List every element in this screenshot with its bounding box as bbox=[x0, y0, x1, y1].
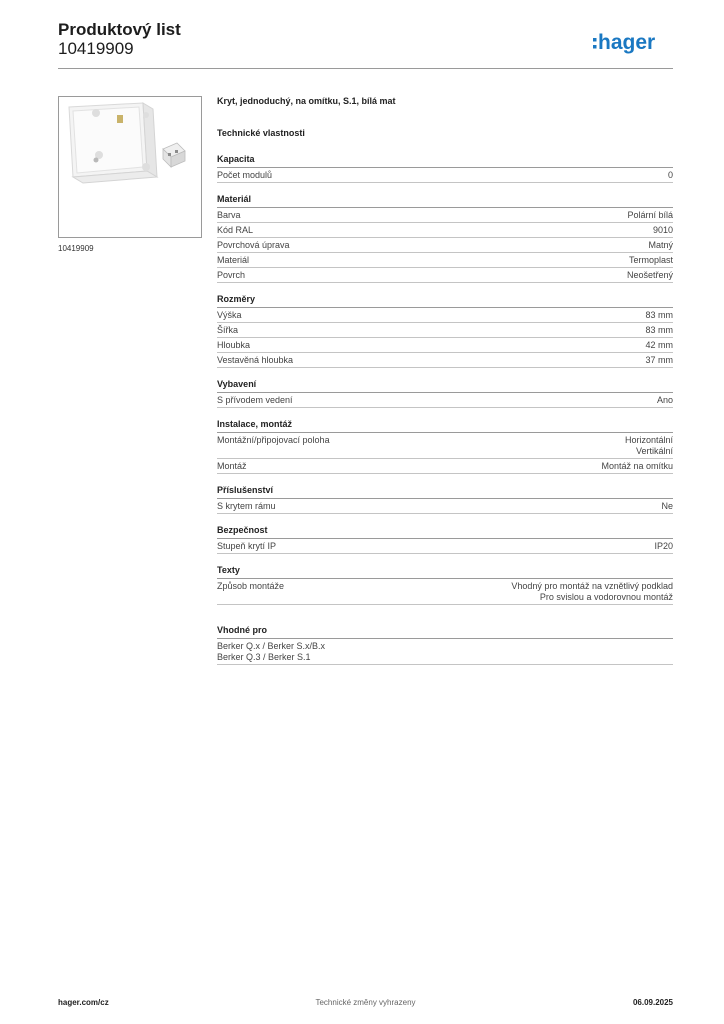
property-value-line: 9010 bbox=[652, 225, 673, 235]
property-value-line: Polární bílá bbox=[627, 210, 673, 220]
property-value-line: Montáž na omítku bbox=[601, 461, 673, 471]
property-row bbox=[217, 268, 673, 283]
property-value bbox=[625, 435, 673, 457]
property-value bbox=[645, 340, 673, 351]
property-value bbox=[645, 310, 673, 321]
property-value-line: Ano bbox=[656, 395, 673, 405]
property-section bbox=[217, 194, 673, 283]
property-value-line: 83 mm bbox=[645, 325, 673, 335]
property-value-line: Neošetřený bbox=[626, 270, 673, 280]
property-value bbox=[511, 581, 673, 603]
property-value-line: 42 mm bbox=[645, 340, 673, 350]
property-value-line: Pro svislou a vodorovnou montáž bbox=[539, 592, 673, 602]
section-title: Materiál bbox=[217, 194, 673, 208]
property-label: Výška bbox=[217, 310, 242, 320]
property-value-line: Ne bbox=[661, 501, 673, 511]
property-row bbox=[217, 208, 673, 223]
property-label: Stupeň krytí IP bbox=[217, 541, 277, 551]
technical-properties-heading: Technické vlastnosti bbox=[217, 128, 305, 138]
property-value bbox=[601, 461, 673, 472]
property-value bbox=[657, 395, 673, 406]
section-title: Bezpečnost bbox=[217, 525, 673, 539]
property-row bbox=[217, 338, 673, 353]
property-label: Vestavěná hloubka bbox=[217, 355, 294, 365]
property-label: S přívodem vedení bbox=[217, 395, 293, 405]
section-title: Vhodné pro bbox=[217, 625, 673, 639]
header-divider bbox=[58, 68, 673, 69]
property-value-line: 83 mm bbox=[645, 310, 673, 320]
footer-website[interactable]: hager.com/cz bbox=[58, 998, 109, 1007]
brand-name: hager bbox=[598, 31, 656, 54]
property-value bbox=[648, 240, 673, 251]
property-label: Povrch bbox=[217, 270, 246, 280]
property-label: Způsob montáže bbox=[217, 581, 285, 591]
section-title: Rozměry bbox=[217, 294, 673, 308]
property-section bbox=[217, 485, 673, 514]
property-value-line: Matný bbox=[648, 240, 673, 250]
product-code: 10419909 bbox=[58, 39, 134, 58]
section-title: Vybavení bbox=[217, 379, 673, 393]
product-details bbox=[217, 96, 673, 676]
property-section bbox=[217, 565, 673, 605]
suitable-item: Berker Q.3 / Berker S.1 bbox=[217, 652, 311, 662]
property-row bbox=[217, 168, 673, 183]
property-section bbox=[217, 419, 673, 474]
property-value bbox=[645, 355, 673, 366]
property-value-line: IP20 bbox=[654, 541, 673, 551]
suitable-for-section bbox=[217, 625, 673, 665]
suitable-item: Berker Q.x / Berker S.x/B.x bbox=[217, 641, 326, 651]
property-label: Hloubka bbox=[217, 340, 251, 350]
property-row bbox=[217, 323, 673, 338]
property-value bbox=[627, 210, 673, 221]
property-row bbox=[217, 253, 673, 268]
image-caption: 10419909 bbox=[58, 244, 94, 253]
footer-date: 06.09.2025 bbox=[632, 998, 673, 1007]
suitable-for-list bbox=[217, 639, 673, 665]
section-title: Instalace, montáž bbox=[217, 419, 673, 433]
property-value bbox=[627, 270, 673, 281]
product-box-illustration bbox=[59, 97, 201, 237]
section-title: Texty bbox=[217, 565, 673, 579]
property-label: S krytem rámu bbox=[217, 501, 276, 511]
hager-logo bbox=[593, 26, 675, 56]
property-label: Materiál bbox=[217, 255, 250, 265]
property-value bbox=[654, 541, 673, 552]
property-label: Povrchová úprava bbox=[217, 240, 290, 250]
property-row bbox=[217, 223, 673, 238]
property-section bbox=[217, 525, 673, 554]
property-label: Počet modulů bbox=[217, 170, 273, 180]
property-value-line: 37 mm bbox=[645, 355, 673, 365]
property-row bbox=[217, 539, 673, 554]
product-image bbox=[58, 96, 202, 238]
section-title: Příslušenství bbox=[217, 485, 673, 499]
property-label: Kód RAL bbox=[217, 225, 254, 235]
property-row bbox=[217, 353, 673, 368]
properties-sections bbox=[217, 154, 673, 605]
footer-note: Technické změny vyhrazeny bbox=[315, 998, 416, 1007]
property-row bbox=[217, 393, 673, 408]
property-value-line: Vhodný pro montáž na vznětlivý podklad bbox=[511, 581, 673, 591]
property-value-line: 0 bbox=[667, 170, 673, 180]
property-row bbox=[217, 499, 673, 514]
property-label: Šířka bbox=[217, 325, 239, 335]
page-title: Produktový list bbox=[58, 20, 181, 39]
property-value-line: Termoplast bbox=[628, 255, 673, 265]
property-section bbox=[217, 379, 673, 408]
property-value-line: Vertikální bbox=[635, 446, 673, 456]
property-value bbox=[668, 170, 673, 181]
property-value bbox=[653, 225, 673, 236]
property-row bbox=[217, 308, 673, 323]
property-row bbox=[217, 238, 673, 253]
property-value-line: Horizontální bbox=[624, 435, 673, 445]
property-label: Barva bbox=[217, 210, 241, 220]
property-value bbox=[629, 255, 673, 266]
property-value bbox=[661, 501, 673, 512]
property-label: Montáž bbox=[217, 461, 247, 471]
property-section bbox=[217, 154, 673, 183]
property-row bbox=[217, 459, 673, 474]
property-label: Montážní/připojovací poloha bbox=[217, 435, 330, 445]
property-row bbox=[217, 579, 673, 605]
property-section bbox=[217, 294, 673, 368]
product-name: Kryt, jednoduchý, na omítku, S.1, bílá mat bbox=[217, 96, 396, 106]
property-row bbox=[217, 433, 673, 459]
property-value bbox=[645, 325, 673, 336]
section-title: Kapacita bbox=[217, 154, 673, 168]
